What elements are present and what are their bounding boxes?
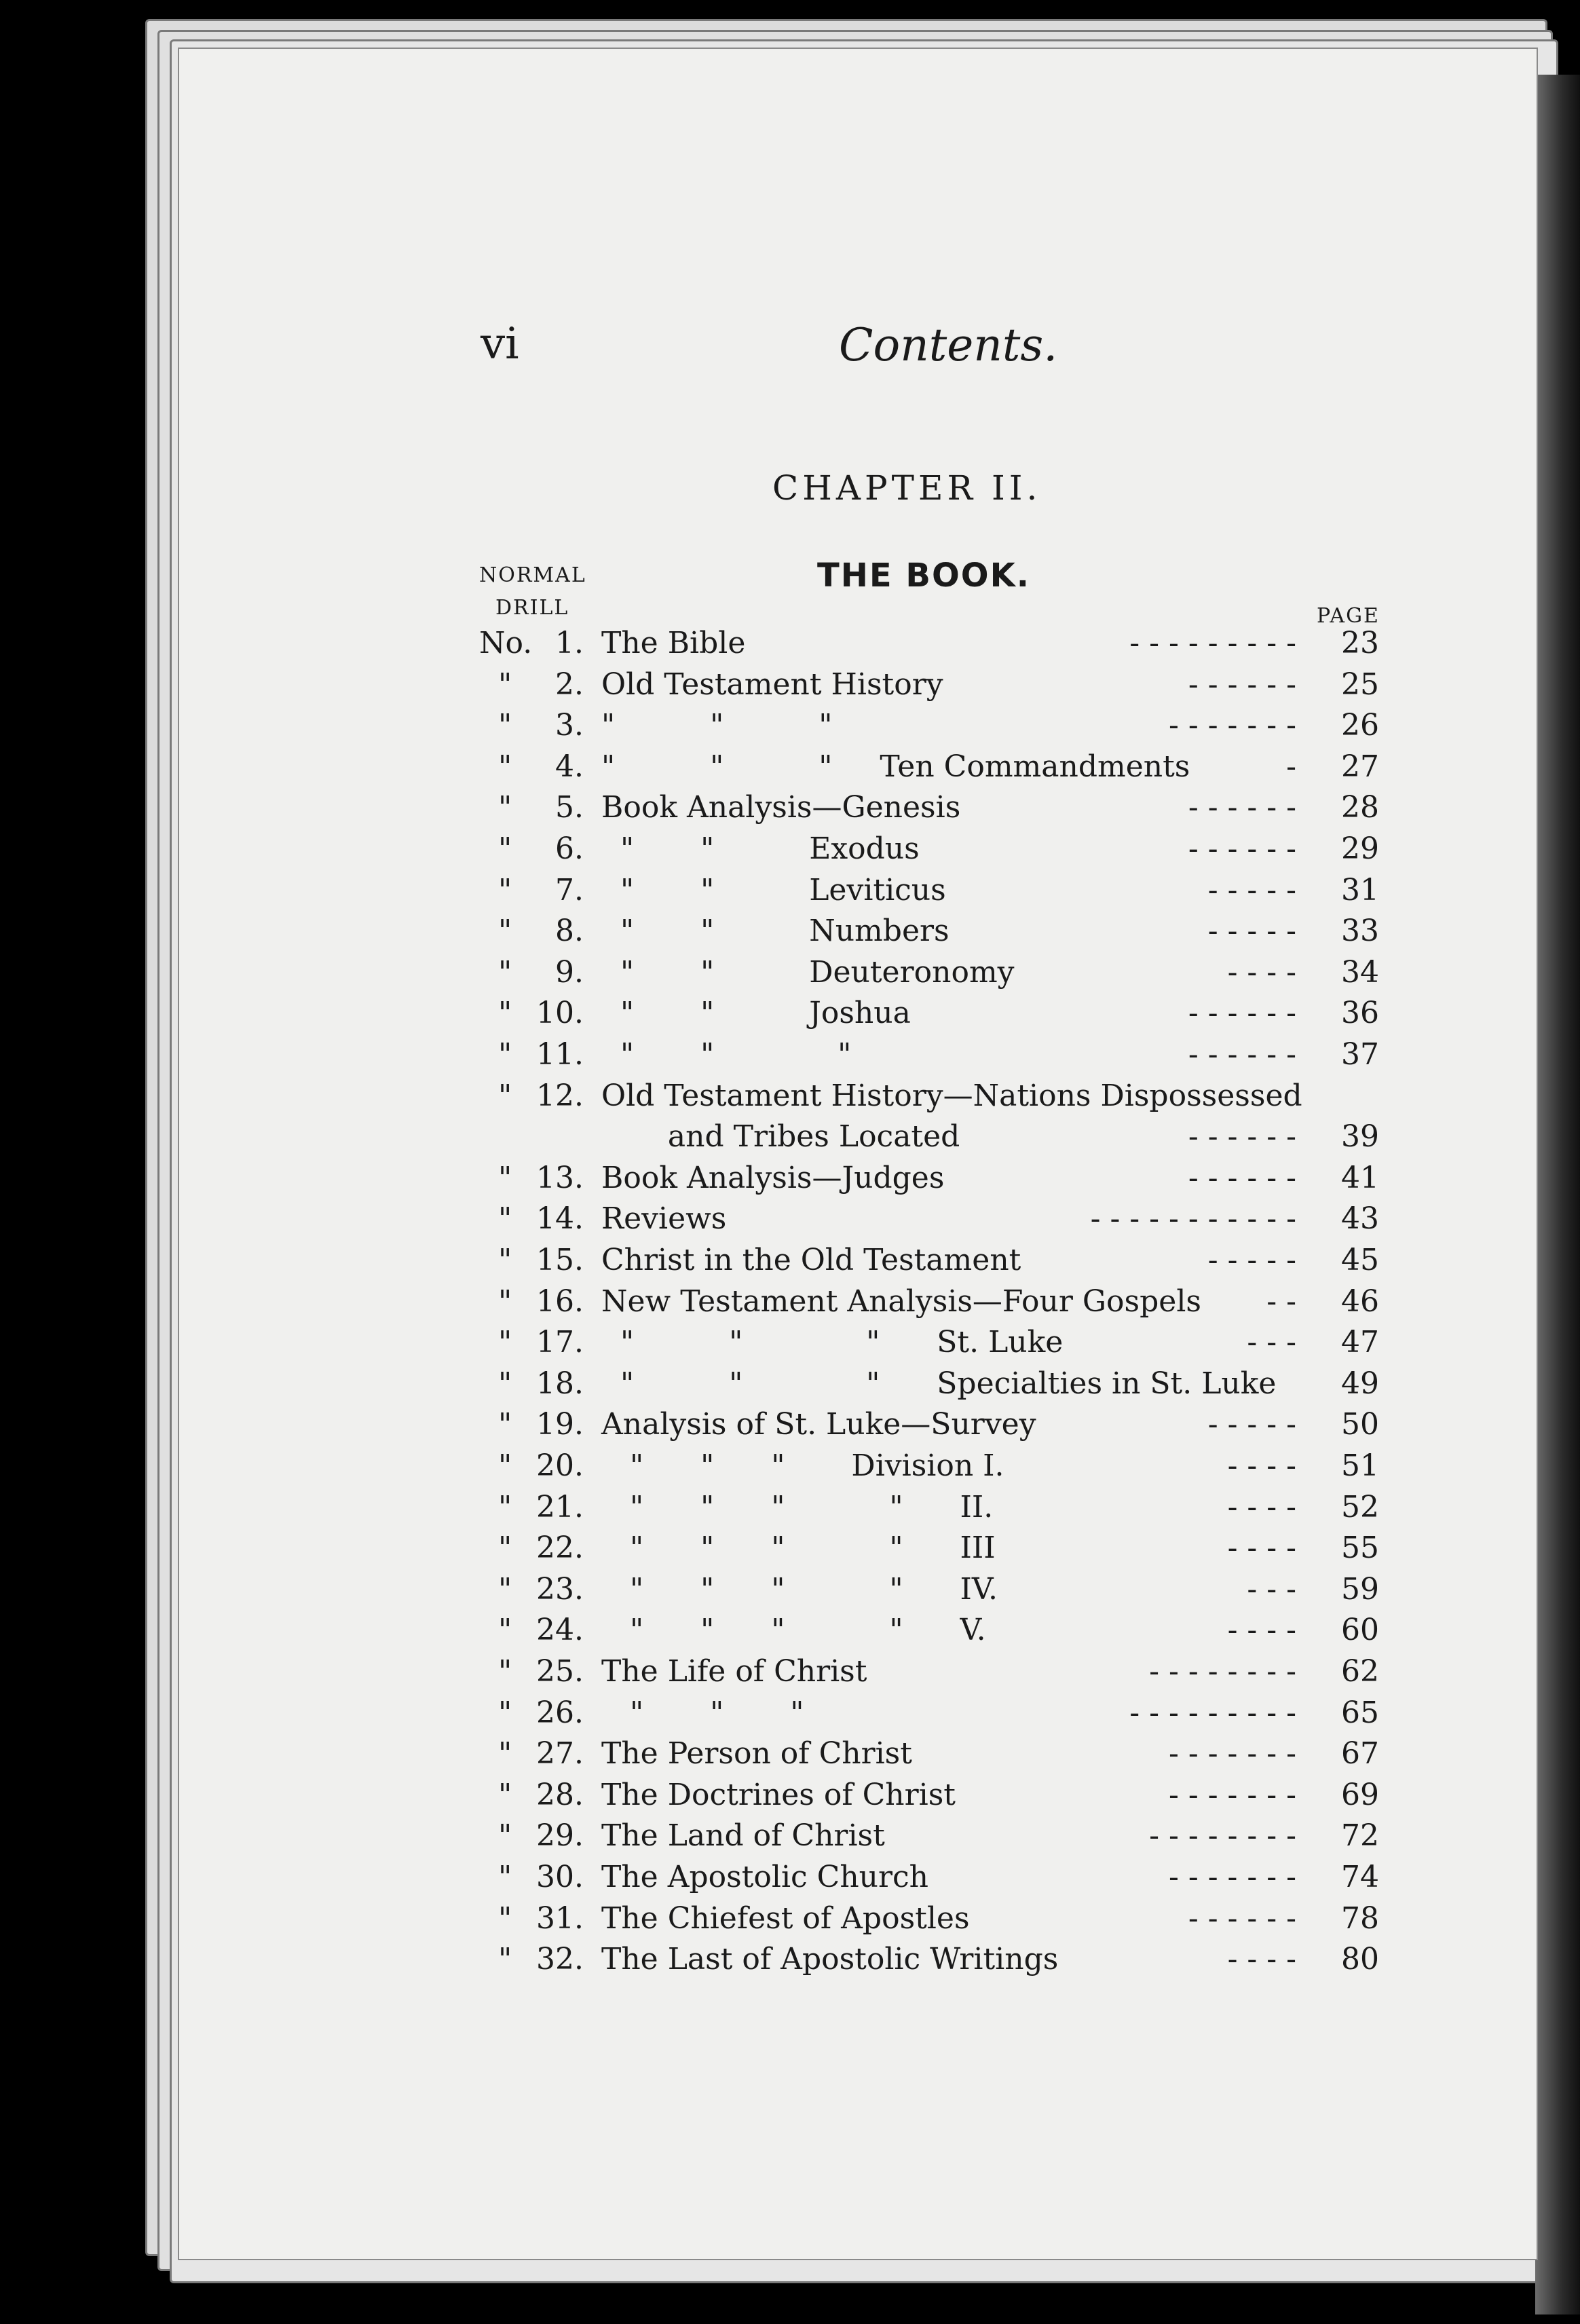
entry-prefix: "	[498, 1778, 512, 1812]
toc-entry	[0, 1695, 1580, 1736]
entry-leader-dots: - - - - - -	[1188, 1901, 1296, 1936]
entry-leader-dots: - - - - - - -	[1169, 1778, 1296, 1812]
entry-number: 11.	[536, 1037, 584, 1072]
toc-entry	[0, 1490, 1580, 1531]
entry-prefix: "	[498, 1284, 512, 1319]
entry-prefix: "	[498, 1037, 512, 1072]
entry-leader-dots: - - - - - - -	[1169, 708, 1296, 743]
entry-page-number: 26	[1341, 708, 1379, 743]
entry-page-number: 67	[1341, 1736, 1379, 1771]
toc-entry	[0, 1613, 1580, 1653]
entry-title: The Apostolic Church	[601, 1860, 929, 1894]
toc-entry	[0, 708, 1580, 749]
toc-entry	[0, 1284, 1580, 1325]
entry-prefix: "	[498, 1201, 512, 1236]
entry-title: " " " Ten Commandments	[601, 749, 1190, 784]
entry-page-number: 78	[1341, 1901, 1379, 1936]
entry-leader-dots: - - - - - - -	[1169, 1736, 1296, 1771]
entry-page-number: 41	[1341, 1161, 1379, 1195]
entry-number: 24.	[536, 1613, 584, 1647]
entry-page-number: 51	[1341, 1448, 1379, 1483]
entry-page-number: 72	[1341, 1818, 1379, 1853]
entry-number: 7.	[555, 873, 584, 907]
toc-entry	[0, 1407, 1580, 1448]
entry-number: 29.	[536, 1818, 584, 1853]
entry-prefix: "	[498, 1901, 512, 1936]
entry-prefix: "	[498, 1613, 512, 1647]
entry-prefix: "	[498, 667, 512, 702]
entry-title: " " Joshua	[601, 996, 911, 1030]
entry-leader-dots: - - - - - -	[1188, 667, 1296, 702]
toc-entry	[0, 1860, 1580, 1900]
chapter-heading: CHAPTER II.	[772, 468, 1042, 508]
entry-title: " " " St. Luke	[601, 1325, 1064, 1360]
entry-title: " " "	[601, 1695, 804, 1730]
entry-page-number: 34	[1341, 955, 1379, 990]
entry-number: 30.	[536, 1860, 584, 1894]
entry-title: " " "	[601, 1037, 852, 1072]
toc-entry	[0, 1079, 1580, 1119]
entry-page-number: 33	[1341, 914, 1379, 948]
entry-title: Old Testament History—Nations Dispossessed	[601, 1079, 1302, 1113]
entry-number: 6.	[555, 831, 584, 866]
entry-prefix: "	[498, 708, 512, 743]
entry-leader-dots: - - - - - -	[1188, 1037, 1296, 1072]
toc-entry	[0, 667, 1580, 708]
entry-leader-dots: - - -	[1247, 1572, 1296, 1607]
entry-number: 15.	[536, 1243, 584, 1277]
entry-leader-dots: - - - - - - - - -	[1129, 626, 1296, 660]
toc-entry	[0, 1818, 1580, 1859]
entry-page-number: 60	[1341, 1613, 1379, 1647]
entry-title: The Person of Christ	[601, 1736, 912, 1771]
entry-leader-dots: - - - - - -	[1188, 1161, 1296, 1195]
entry-leader-dots: - - - -	[1227, 1942, 1296, 1976]
entry-page-number: 55	[1341, 1531, 1379, 1565]
entry-page-number: 39	[1341, 1119, 1379, 1154]
entry-title: " " Leviticus	[601, 873, 946, 907]
entry-title: The Land of Christ	[601, 1818, 885, 1853]
entry-prefix: "	[498, 1531, 512, 1565]
entry-title: Christ in the Old Testament	[601, 1243, 1021, 1277]
entry-leader-dots: - - - - - -	[1188, 1119, 1296, 1154]
entry-prefix: "	[498, 1860, 512, 1894]
entry-prefix: "	[498, 1736, 512, 1771]
toc-entry	[0, 1037, 1580, 1078]
entry-number: 22.	[536, 1531, 584, 1565]
entry-prefix: "	[498, 1654, 512, 1689]
toc-entry	[0, 1325, 1580, 1366]
entry-title: Book Analysis—Judges	[601, 1161, 945, 1195]
entry-prefix: "	[498, 1325, 512, 1360]
entry-number: 1.	[555, 626, 584, 660]
entry-page-number: 62	[1341, 1654, 1379, 1689]
toc-entry	[0, 996, 1580, 1036]
entry-number: 32.	[536, 1942, 584, 1976]
entry-title: The Life of Christ	[601, 1654, 867, 1689]
entry-prefix: "	[498, 1818, 512, 1853]
entry-prefix: "	[498, 996, 512, 1030]
entry-page-number: 31	[1341, 873, 1379, 907]
entry-prefix: "	[498, 1079, 512, 1113]
entry-prefix: No.	[479, 626, 533, 660]
column-header-drill: DRILL	[495, 596, 569, 620]
entry-page-number: 29	[1341, 831, 1379, 866]
entry-leader-dots: - - - - - -	[1188, 996, 1296, 1030]
entry-prefix: "	[498, 1407, 512, 1442]
toc-entry	[0, 955, 1580, 996]
entry-title: " " " " IV.	[601, 1572, 998, 1607]
entry-title: The Doctrines of Christ	[601, 1778, 956, 1812]
entry-page-number: 47	[1341, 1325, 1379, 1360]
entry-page-number: 80	[1341, 1942, 1379, 1976]
entry-number: 20.	[536, 1448, 584, 1483]
entry-title: The Chiefest of Apostles	[601, 1901, 970, 1936]
entry-leader-dots: - - - - - - - - -	[1129, 1695, 1296, 1730]
entry-leader-dots: - - - - - - - -	[1149, 1818, 1296, 1853]
entry-title: Analysis of St. Luke—Survey	[601, 1407, 1036, 1442]
entry-page-number: 28	[1341, 790, 1379, 825]
entry-title: New Testament Analysis—Four Gospels	[601, 1284, 1201, 1319]
entry-page-number: 74	[1341, 1860, 1379, 1894]
toc-entry	[0, 1736, 1580, 1777]
entry-leader-dots: - - - -	[1227, 1613, 1296, 1647]
entry-number: 14.	[536, 1201, 584, 1236]
entry-leader-dots: -	[1286, 749, 1296, 784]
toc-entry	[0, 1448, 1580, 1489]
entry-number: 28.	[536, 1778, 584, 1812]
entry-title: The Bible	[601, 626, 746, 660]
entry-prefix: "	[498, 1572, 512, 1607]
entry-prefix: "	[498, 955, 512, 990]
entry-prefix: "	[498, 1695, 512, 1730]
entry-page-number: 25	[1341, 667, 1379, 702]
entry-prefix: "	[498, 1161, 512, 1195]
entry-page-number: 43	[1341, 1201, 1379, 1236]
entry-leader-dots: - - - - -	[1207, 1407, 1296, 1442]
entry-leader-dots: - - - -	[1227, 1531, 1296, 1565]
toc-entry	[0, 626, 1580, 667]
entry-leader-dots: - - - -	[1227, 955, 1296, 990]
entry-leader-dots: - - - - -	[1207, 1243, 1296, 1277]
entry-title: " " "	[601, 708, 833, 743]
entry-page-number: 65	[1341, 1695, 1379, 1730]
entry-page-number: 37	[1341, 1037, 1379, 1072]
toc-entry	[0, 873, 1580, 914]
entry-page-number: 52	[1341, 1490, 1379, 1524]
entry-number: 21.	[536, 1490, 584, 1524]
entry-leader-dots: - - -	[1247, 1325, 1296, 1360]
entry-number: 9.	[555, 955, 584, 990]
entry-title: Book Analysis—Genesis	[601, 790, 961, 825]
entry-title: " " Exodus	[601, 831, 920, 866]
toc-entry	[0, 1572, 1580, 1613]
entry-number: 31.	[536, 1901, 584, 1936]
entry-number: 17.	[536, 1325, 584, 1360]
entry-title: " " Deuteronomy	[601, 955, 1015, 990]
entry-prefix: "	[498, 1448, 512, 1483]
toc-entry	[0, 749, 1580, 790]
entry-page-number: 27	[1341, 749, 1379, 784]
column-header-normal: NORMAL	[479, 563, 586, 587]
toc-entry	[0, 914, 1580, 954]
entry-title: " " Numbers	[601, 914, 949, 948]
entry-number: 12.	[536, 1079, 584, 1113]
entry-title: " " " " III	[601, 1531, 996, 1565]
entry-leader-dots: - - - - - - -	[1169, 1860, 1296, 1894]
entry-prefix: "	[498, 749, 512, 784]
entry-prefix: "	[498, 1490, 512, 1524]
toc-entry	[0, 1201, 1580, 1242]
entry-prefix: "	[498, 790, 512, 825]
toc-entry	[0, 1654, 1580, 1695]
entry-page-number: 36	[1341, 996, 1379, 1030]
toc-entry	[0, 831, 1580, 872]
entry-prefix: "	[498, 1366, 512, 1401]
entry-title: " " " " V.	[601, 1613, 986, 1647]
entry-page-number: 23	[1341, 626, 1379, 660]
entry-page-number: 59	[1341, 1572, 1379, 1607]
entry-prefix: "	[498, 873, 512, 907]
entry-number: 23.	[536, 1572, 584, 1607]
entry-page-number: 46	[1341, 1284, 1379, 1319]
toc-entry	[0, 1161, 1580, 1201]
toc-entry	[0, 1243, 1580, 1283]
entry-number: 3.	[555, 708, 584, 743]
entry-title: " " " Specialties in St. Luke	[601, 1366, 1277, 1401]
section-title: THE BOOK.	[817, 557, 1031, 595]
toc-entry	[0, 1778, 1580, 1818]
entry-number: 4.	[555, 749, 584, 784]
entry-prefix: "	[498, 914, 512, 948]
entry-prefix: "	[498, 831, 512, 866]
toc-entry	[0, 1531, 1580, 1571]
entry-prefix: "	[498, 1942, 512, 1976]
running-head-page-numeral: vi	[481, 319, 519, 369]
entry-number: 8.	[555, 914, 584, 948]
entry-leader-dots: - - - - -	[1207, 873, 1296, 907]
toc-entry	[0, 1366, 1580, 1407]
entry-title: and Tribes Located	[601, 1119, 960, 1154]
entry-number: 18.	[536, 1366, 584, 1401]
toc-entry	[0, 790, 1580, 831]
entry-leader-dots: - - - - -	[1207, 914, 1296, 948]
entry-number: 10.	[536, 996, 584, 1030]
entry-title: " " " Division I.	[601, 1448, 1004, 1483]
entry-number: 2.	[555, 667, 584, 702]
entry-leader-dots: - - - -	[1227, 1490, 1296, 1524]
toc-entry	[0, 1942, 1580, 1983]
entry-number: 13.	[536, 1161, 584, 1195]
toc-entry	[0, 1901, 1580, 1942]
entry-title: Old Testament History	[601, 667, 943, 702]
column-header-page: PAGE	[1317, 604, 1380, 628]
entry-number: 26.	[536, 1695, 584, 1730]
entry-leader-dots: - - - - - - - - - - -	[1090, 1201, 1296, 1236]
entry-number: 5.	[555, 790, 584, 825]
entry-leader-dots: - - - -	[1227, 1448, 1296, 1483]
entry-leader-dots: - - - - - - - -	[1149, 1654, 1296, 1689]
entry-number: 27.	[536, 1736, 584, 1771]
toc-entry	[0, 1119, 1580, 1160]
entry-title: " " " " II.	[601, 1490, 994, 1524]
entry-number: 19.	[536, 1407, 584, 1442]
entry-leader-dots: - -	[1266, 1284, 1296, 1319]
entry-number: 25.	[536, 1654, 584, 1689]
entry-leader-dots: - - - - - -	[1188, 790, 1296, 825]
running-head-title: Contents.	[839, 319, 1058, 371]
entry-title: Reviews	[601, 1201, 727, 1236]
entry-page-number: 50	[1341, 1407, 1379, 1442]
entry-page-number: 45	[1341, 1243, 1379, 1277]
entry-page-number: 49	[1341, 1366, 1379, 1401]
entry-leader-dots: - - - - - -	[1188, 831, 1296, 866]
entry-page-number: 69	[1341, 1778, 1379, 1812]
entry-number: 16.	[536, 1284, 584, 1319]
entry-prefix: "	[498, 1243, 512, 1277]
entry-title: The Last of Apostolic Writings	[601, 1942, 1059, 1976]
